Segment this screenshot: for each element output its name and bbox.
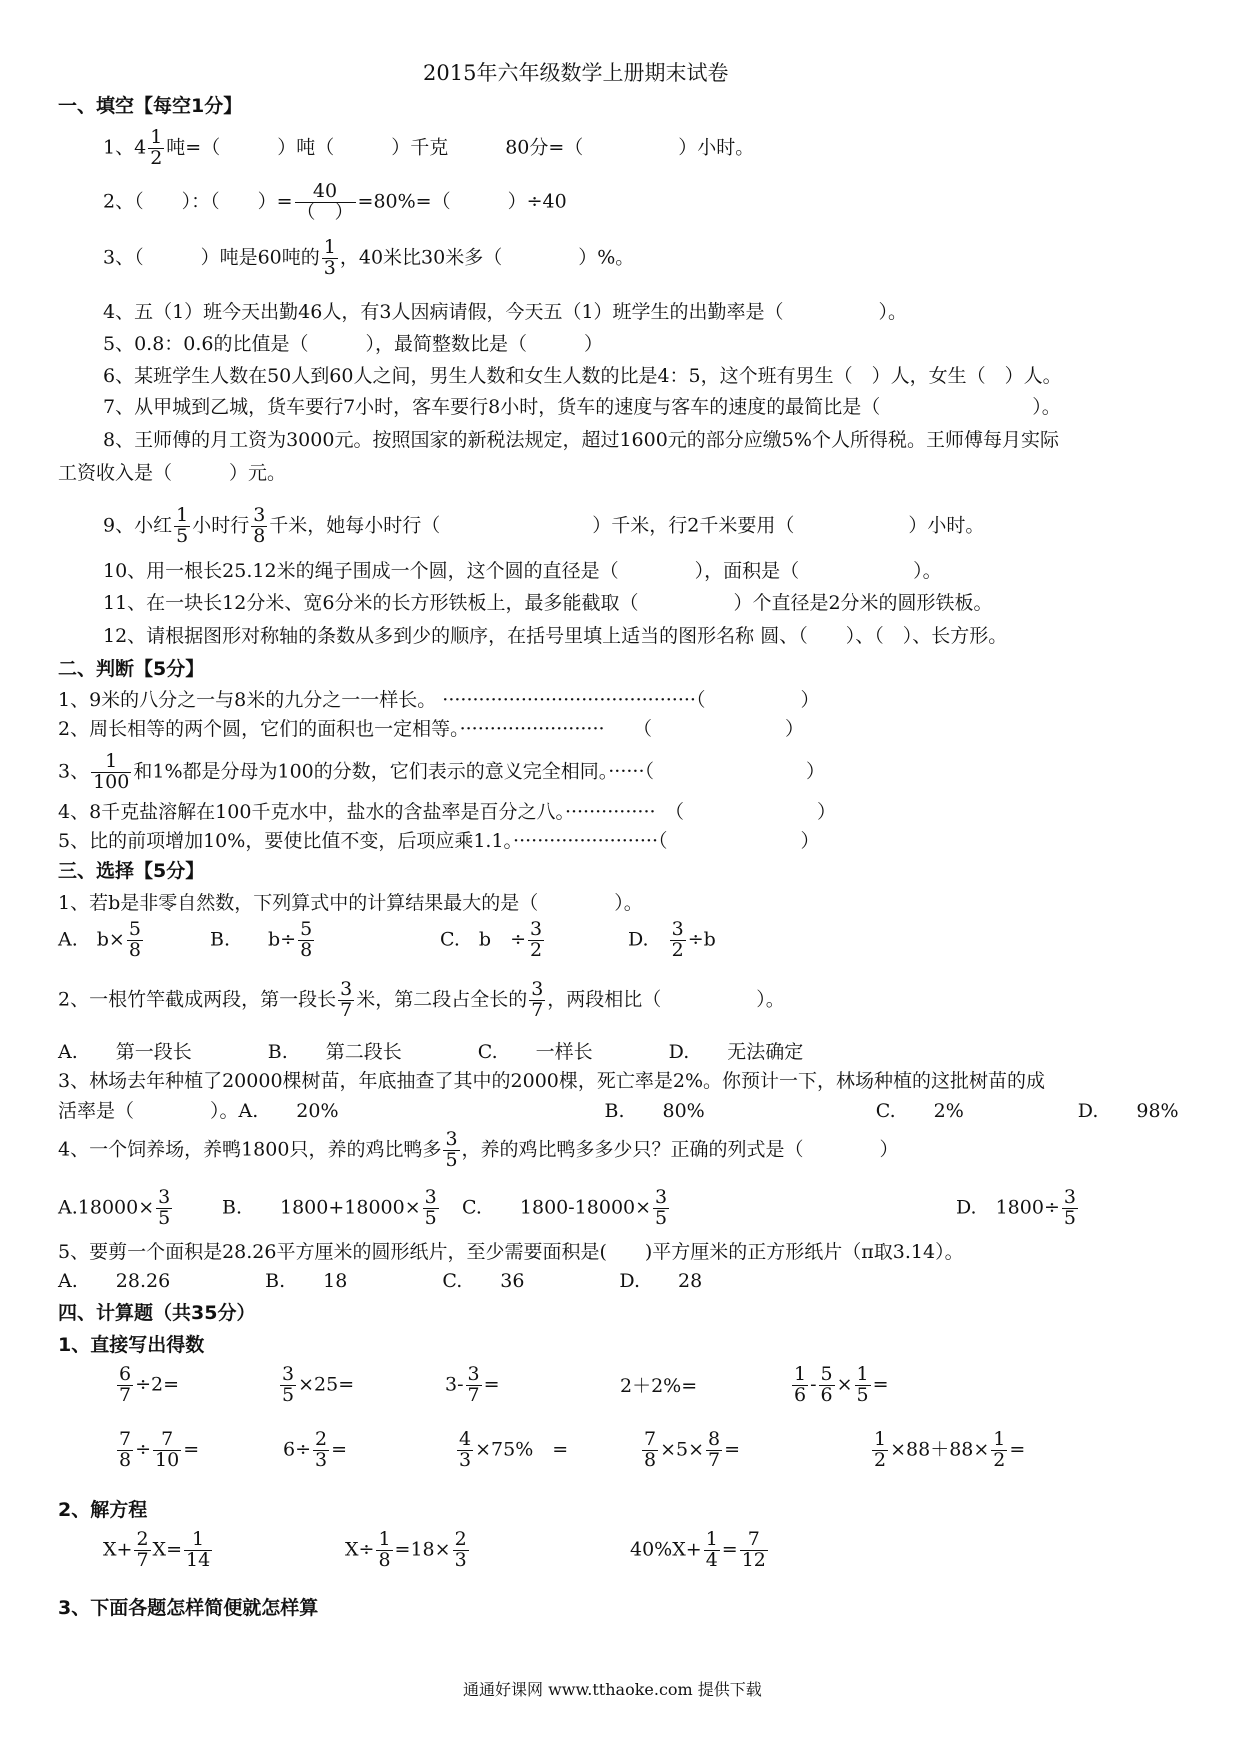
fraction: $\frac{3}{7}$ <box>467 1363 480 1406</box>
q-text: C. 1800-18000× <box>462 1196 652 1219</box>
q-text: 6÷ <box>283 1438 312 1461</box>
fraction: $\frac{3}{7}$ <box>340 978 353 1021</box>
page-title: 2015年六年级数学上册期末试卷 <box>423 61 729 85</box>
fraction: $\frac{3}{7}$ <box>531 978 544 1021</box>
q-text: = <box>1009 1438 1026 1461</box>
choice-1-option-a <box>58 920 145 961</box>
q-text: - <box>810 1373 817 1396</box>
fraction: $\frac{1}{8}$ <box>378 1528 391 1571</box>
fill-question-4: 4、五（1）班今天出勤46人，有3人因病请假，今天五（1）班学生的出勤率是（ ）。 <box>103 301 908 323</box>
q-text: 千米，她每小时行（ ）千米，行2千米要用（ ）小时。 <box>269 514 985 537</box>
q-text: 米，第二段占全长的 <box>356 988 528 1011</box>
q-text: ÷b <box>687 928 716 951</box>
q-text: A. b× <box>58 928 125 951</box>
calc-item <box>455 1430 568 1471</box>
q-text: = <box>724 1438 741 1461</box>
fill-question-6: 6、某班学生人数在50人到60人之间，男生人数和女生人数的比是4：5，这个班有男生（ ）人，女生（ ）人。 <box>103 365 1062 387</box>
section-heading-judge: 二、判断【5分】 <box>58 658 205 680</box>
fill-question-2 <box>103 182 567 223</box>
calc-item <box>283 1430 347 1471</box>
fill-question-12: 12、请根据图形对称轴的条数从多到少的顺序，在括号里填上适当的图形名称 圆、（ ）、（ ）、长方形。 <box>103 625 1008 647</box>
q-text: X+ <box>103 1538 133 1561</box>
fraction: $\frac{3}{8}$ <box>253 504 266 547</box>
choice-1-option-d <box>628 920 716 961</box>
fraction: $\frac{7}{12}$ <box>741 1528 766 1571</box>
footer-credit: 通通好课网 www.tthaoke.com 提供下载 <box>463 1680 762 1699</box>
q-text: 3- <box>445 1373 464 1396</box>
q-text: ÷2= <box>135 1373 180 1396</box>
calc-item <box>870 1430 1025 1471</box>
judge-question-4: 4、8千克盐溶解在100千克水中，盐水的含盐率是百分之八。··············· （ ） <box>58 801 837 823</box>
equation-item <box>103 1530 214 1571</box>
fraction: $\frac{3}{5}$ <box>424 1186 437 1229</box>
calc-item <box>445 1365 500 1406</box>
calc-item <box>640 1430 740 1471</box>
fraction: $\frac{3}{5}$ <box>282 1363 295 1406</box>
subheading-equations: 2、解方程 <box>58 1499 148 1521</box>
q-text: = <box>183 1438 200 1461</box>
q-text: 9、小红 <box>103 514 173 537</box>
q-text: 吨=（ ）吨（ ）千克 80分=（ ）小时。 <box>166 136 755 159</box>
choice-question-4 <box>58 1130 899 1171</box>
q-text: ×88＋88× <box>890 1438 990 1461</box>
section-heading-choice: 三、选择【5分】 <box>58 860 205 882</box>
q-text: ，养的鸡比鸭多多少只？正确的列式是（ ） <box>461 1138 899 1161</box>
fraction: $\frac{3}{5}$ <box>655 1186 668 1229</box>
fraction: $\frac{5}{8}$ <box>128 918 141 961</box>
calc-item <box>790 1365 889 1406</box>
fraction: $\frac{3}{5}$ <box>158 1186 171 1229</box>
calc-item <box>115 1365 179 1406</box>
q-text: 2、一根竹竿截成两段，第一段长 <box>58 988 337 1011</box>
judge-question-3 <box>58 752 825 793</box>
q-text: = <box>721 1538 738 1561</box>
q-text: 3、（ ）吨是60吨的 <box>103 246 320 269</box>
choice-question-3-line1: 3、林场去年种植了20000棵树苗，年底抽查了其中的2000棵，死亡率是2%。你预计一下，林场种植的这批树苗的成 <box>58 1070 1046 1092</box>
fraction: $\frac{4}{3}$ <box>459 1428 472 1471</box>
q-text: ，40米比30米多（ ）%。 <box>339 246 635 269</box>
subheading-simplify: 3、下面各题怎样简便就怎样算 <box>58 1597 319 1619</box>
fill-question-5: 5、0.8：0.6的比值是（ ），最简整数比是（ ） <box>103 333 604 355</box>
fraction: $\frac{1}{2}$ <box>874 1428 887 1471</box>
fraction: $\frac{5}{8}$ <box>300 918 313 961</box>
choice-4-option-a <box>58 1188 174 1229</box>
q-text: ，两段相比（ ）。 <box>547 988 785 1011</box>
fraction: $\frac{1}{14}$ <box>186 1528 211 1571</box>
calc-item <box>278 1365 354 1406</box>
calc-item <box>115 1430 199 1471</box>
fill-question-3 <box>103 238 634 279</box>
choice-question-5: 5、要剪一个面积是28.26平方厘米的圆形纸片，至少需要面积是( )平方厘米的正方形纸片（π取3.14）。 <box>58 1241 964 1263</box>
q-text: ×25= <box>298 1373 355 1396</box>
fraction: $\frac{8}{7}$ <box>708 1428 721 1471</box>
fraction: $\frac{1}{5}$ <box>176 504 189 547</box>
calc-item: 2＋2%= <box>620 1375 698 1397</box>
q-text: D. <box>628 928 649 951</box>
fraction: $\frac{3}{5}$ <box>1063 1186 1076 1229</box>
section-heading-fill: 一、填空【每空1分】 <box>58 95 243 117</box>
choice-1-option-c <box>440 920 546 961</box>
fraction: $\frac{1}{100}$ <box>93 750 130 793</box>
fraction: $\frac{1}{5}$ <box>856 1363 869 1406</box>
equation-item <box>345 1530 471 1571</box>
fraction: $\frac{3}{2}$ <box>671 918 684 961</box>
q-text: ÷ <box>135 1438 152 1461</box>
fraction: $\frac{1}{3}$ <box>323 236 336 279</box>
fraction: $\frac{2}{3}$ <box>454 1528 467 1571</box>
q-text: B. b÷ <box>210 928 297 951</box>
q-text: A.18000× <box>58 1196 155 1219</box>
fraction: $\frac{3}{5}$ <box>445 1128 458 1171</box>
choice-4-option-b <box>222 1188 441 1229</box>
judge-question-1: 1、9米的八分之一与8米的九分之一一样长。 ··········································（ ） <box>58 689 820 711</box>
fill-question-1 <box>103 128 754 169</box>
fraction: $\frac{1}{6}$ <box>794 1363 807 1406</box>
section-heading-calc: 四、计算题（共35分） <box>58 1302 256 1324</box>
choice-5-options: A. 28.26 B. 18 C. 36 D. 28 <box>58 1270 703 1292</box>
choice-4-option-c <box>462 1188 671 1229</box>
fraction: $\frac{2}{7}$ <box>136 1528 149 1571</box>
q-text: 小时行 <box>192 514 250 537</box>
q-text: 40%X+ <box>630 1538 702 1561</box>
equation-item <box>630 1530 770 1571</box>
judge-question-5: 5、比的前项增加10%，要使比值不变，后项应乘1.1。························（ ） <box>58 830 820 852</box>
q-text: = <box>872 1373 889 1396</box>
q-text: X= <box>152 1538 182 1561</box>
choice-2-options: A. 第一段长 B. 第二段长 C. 一样长 D. 无法确定 <box>58 1041 804 1063</box>
fraction: $\frac{7}{8}$ <box>119 1428 132 1471</box>
choice-question-3-line2: 活率是（ ）。A. 20% B. 80% C. 2% D. 98% <box>58 1100 1179 1122</box>
q-text: =80%=（ ）÷40 <box>357 190 567 213</box>
fraction: $\frac{1}{2}$ <box>150 126 163 169</box>
q-text: D. 1800÷ <box>956 1196 1060 1219</box>
fill-question-11: 11、在一块长12分米、宽6分米的长方形铁板上，最多能截取（ ）个直径是2分米的圆形铁板。 <box>103 592 993 614</box>
fraction: $\frac{7}{10}$ <box>155 1428 180 1471</box>
q-text: X÷ <box>345 1538 375 1561</box>
fill-question-7: 7、从甲城到乙城，货车要行7小时，客车要行8小时，货车的速度与客车的速度的最简比是（ ）。 <box>103 396 1061 418</box>
q-text: ×75% = <box>475 1438 569 1461</box>
q-text: = <box>483 1373 500 1396</box>
q-text: 3、 <box>58 760 90 783</box>
q-text: = <box>331 1438 348 1461</box>
fraction: $\frac{2}{3}$ <box>315 1428 328 1471</box>
fill-question-8-line1: 8、王师傅的月工资为3000元。按照国家的新税法规定，超过1600元的部分应缴5%个人所得税。王师傅每月实际 <box>103 429 1059 451</box>
fraction: $\frac{7}{8}$ <box>644 1428 657 1471</box>
q-text: =18× <box>394 1538 451 1561</box>
q-text: ×5× <box>660 1438 705 1461</box>
fraction: $\frac{40}{( )}$ <box>296 180 354 223</box>
q-text: × <box>836 1373 853 1396</box>
q-text: B. 1800+18000× <box>222 1196 421 1219</box>
q-text: C. b ÷ <box>440 928 526 951</box>
fraction: $\frac{5}{6}$ <box>820 1363 833 1406</box>
fraction: $\frac{3}{2}$ <box>529 918 543 961</box>
subheading-direct-answer: 1、直接写出得数 <box>58 1334 205 1356</box>
q-text: 1、4 <box>103 136 147 159</box>
choice-4-option-d <box>956 1188 1080 1229</box>
choice-question-2 <box>58 980 785 1021</box>
q-text: 2、（ ）：（ ）= <box>103 190 293 213</box>
fill-question-8-line2: 工资收入是（ ）元。 <box>58 462 287 484</box>
fill-question-9 <box>103 506 984 547</box>
judge-question-2: 2、周长相等的两个圆，它们的面积也一定相等。························ （ ） <box>58 718 805 740</box>
choice-question-1: 1、若b是非零自然数，下列算式中的计算结果最大的是（ ）。 <box>58 892 643 914</box>
fill-question-10: 10、用一根长25.12米的绳子围成一个圆，这个圆的直径是（ ），面积是（ ）。 <box>103 560 942 582</box>
q-text: 和1%都是分母为100的分数，它们表示的意义完全相同。······（ ） <box>133 760 826 783</box>
q-text: 4、一个饲养场，养鸭1800只，养的鸡比鸭多 <box>58 1138 442 1161</box>
choice-1-option-b <box>210 920 316 961</box>
fraction: $\frac{1}{4}$ <box>705 1528 718 1571</box>
fraction: $\frac{6}{7}$ <box>119 1363 132 1406</box>
fraction: $\frac{1}{2}$ <box>993 1428 1006 1471</box>
